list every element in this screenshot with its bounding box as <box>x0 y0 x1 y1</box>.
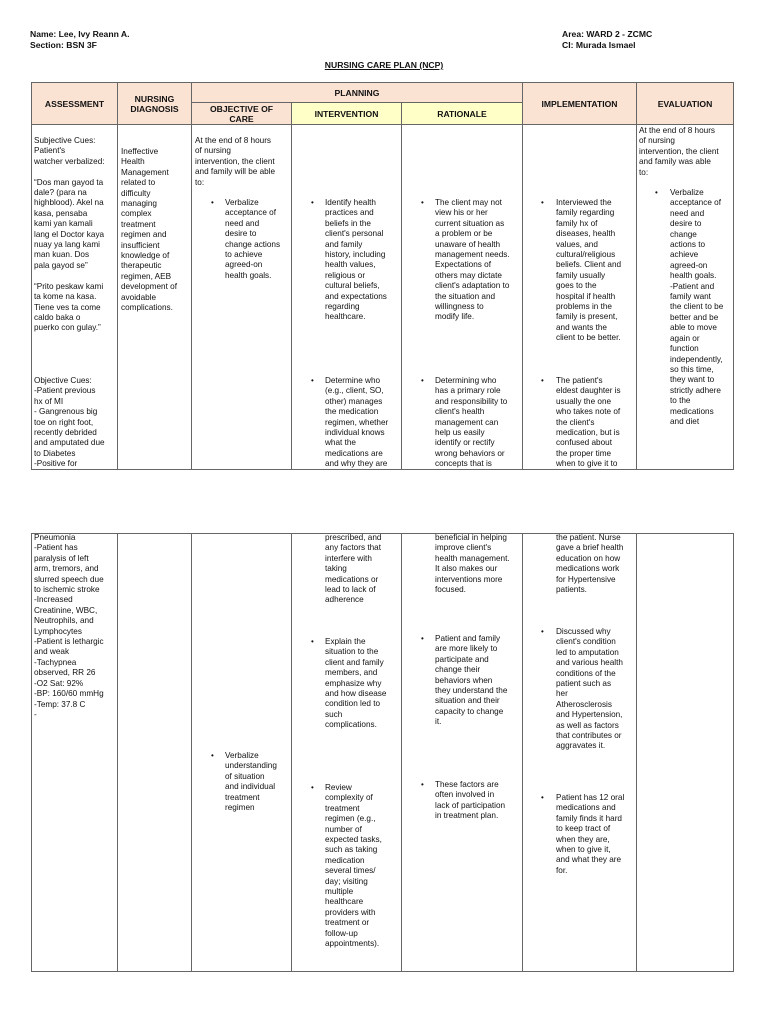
implementation-2-continued: the patient. Nurse gave a brief health education on how medications work for Hypertensive patients. <box>556 533 624 595</box>
bullet-icon: • <box>211 751 214 760</box>
bullet-icon: • <box>311 637 314 646</box>
header-implementation: IMPLEMENTATION <box>522 82 637 125</box>
bullet-icon: • <box>541 793 544 802</box>
nursing-diagnosis-text: Ineffective Health Management related to difficulty managing complex treatment regimen and insufficient knowledge of therapeutic regimen, AEB development of avoidable complications. <box>121 147 177 313</box>
rationale-1: The client may not view his or her current situation as a problem or be unaware of health management needs. Expectations of others may dictate client's adaptation to the situation and willingness to modify life. <box>435 198 510 322</box>
intervention-2-continued: prescribed, and any factors that interfere with taking medications or lead to lack of adherence <box>325 533 382 605</box>
bullet-icon: • <box>541 198 544 207</box>
bullet-icon: • <box>541 627 544 636</box>
bullet-icon: • <box>311 783 314 792</box>
implementation-4: Patient has 12 oral medications and family finds it hard to keep tract of when they are, when to give it, and what they are for. <box>556 793 625 875</box>
header-nursing-diagnosis: NURSING DIAGNOSIS <box>117 82 192 125</box>
bullet-icon: • <box>311 376 314 385</box>
evaluation-intro: At the end of 8 hours of nursing intervention, the client and family was able to: <box>639 126 719 177</box>
cell-rationale-p2 <box>401 533 523 972</box>
bullet-icon: • <box>311 198 314 207</box>
implementation-1: Interviewed the family regarding family hx of diseases, health values, and cultural/religious beliefs. Client and family usually goes to the hospital if health problems in the family is present, and wants the client to be better. <box>556 198 622 343</box>
document-title: NURSING CARE PLAN (NCP) <box>324 60 444 70</box>
bullet-icon: • <box>421 198 424 207</box>
cell-implementation-p2 <box>522 533 637 972</box>
student-name: Name: Lee, Ivy Reann A. <box>30 29 130 39</box>
header-objective-of-care: OBJECTIVE OF CARE <box>191 102 292 125</box>
assessment-subjective-cues: Subjective Cues: Patient's watcher verbalized: “Dos man gayod ta dale? (para na highblood). Akel na kasa, pensaba kami yan kamali lang el Doctor kaya nuay ya lang kami man kuan. Dos pala gayod se” “Prito peskaw kami ta kome na kasa. Tiene ves ta come caldo baka o puerko con gulay.” <box>34 136 105 333</box>
bullet-icon: • <box>421 634 424 643</box>
objective-goal-2: Verbalize understanding of situation and individual treatment regimen <box>225 751 277 813</box>
bullet-icon: • <box>421 376 424 385</box>
header-intervention: INTERVENTION <box>291 102 402 125</box>
header-rationale: RATIONALE <box>401 102 523 125</box>
implementation-2: The patient's eldest daughter is usually the one who takes note of the client's medication, but is confused about the proper time when to give it to <box>556 376 621 469</box>
rationale-2: Determining who has a primary role and responsibility to client's health management can help us easily identify or rectify wrong behaviors or concepts that is <box>435 376 508 469</box>
bullet-icon: • <box>211 198 214 207</box>
intervention-2: Determine who (e.g., client, SO, other) manages the medication regimen, whether individual knows what the medications are and why they are <box>325 376 389 469</box>
bullet-icon: • <box>421 780 424 789</box>
objective-goal-1: Verbalize acceptance of need and desire to change actions to achieve agreed-on health goals. <box>225 198 281 280</box>
rationale-4: These factors are often involved in lack of participation in treatment plan. <box>435 780 506 821</box>
bullet-icon: • <box>541 376 544 385</box>
rationale-2-continued: beneficial in helping improve client's health management. It also makes our interventions more focused. <box>435 533 510 595</box>
rationale-3: Patient and family are more likely to participate and change their behaviors when they understand the situation and their capacity to change it. <box>435 634 508 727</box>
assessment-objective-cues-continued: Pneumonia -Patient has paralysis of left arm, tremors, and slurred speech due to ischemic stroke -Increased Creatinine, WBC, Neutrophils, and Lymphocytes -Patient is lethargic and weak -Tachypnea observed, RR 26 -O2 Sat: 92% -BP: 160/60 mmHg -Temp: 37.8 C - <box>34 533 104 719</box>
intervention-3: Explain the situation to the client and family members, and emphasize why and how disease condition led to such complications. <box>325 637 387 730</box>
student-section: Section: BSN 3F <box>30 40 97 50</box>
implementation-3: Discussed why client's condition led to amputation and various health conditions of the patient such as her Atherosclerosis and Hypertension, as well as factors that contributes or aggravates it. <box>556 627 623 751</box>
clinical-instructor: CI: Murada Ismael <box>562 40 636 50</box>
evaluation-outcome-1: Verbalize acceptance of need and desire to change actions to achieve agreed-on health goals. -Patient and family want the client to be better and be able to move again or function independently, so this time, they want to strictly adhere to the medications and diet <box>670 188 724 426</box>
bullet-icon: • <box>655 188 658 197</box>
header-assessment: ASSESSMENT <box>31 82 118 125</box>
header-evaluation: EVALUATION <box>636 82 734 125</box>
assessment-objective-cues: Objective Cues: -Patient previous hx of MI - Gangrenous big toe on right foot, recently debrided and amputated due to Diabetes -Positive for <box>34 376 105 469</box>
cell-evaluation-p2 <box>636 533 734 972</box>
clinical-area: Area: WARD 2 - ZCMC <box>562 29 653 39</box>
header-planning: PLANNING <box>191 82 523 103</box>
cell-diagnosis-p2 <box>117 533 192 972</box>
objective-intro: At the end of 8 hours of nursing intervention, the client and family will be able to: <box>195 136 276 187</box>
intervention-4: Review complexity of treatment regimen (e.g., number of expected tasks, such as taking medication several times/ day; visiting multiple healthcare providers with treatment or follow-up appointments). <box>325 783 382 949</box>
intervention-1: Identify health practices and beliefs in the client's personal and family history, including health values, religious or cultural beliefs, and expectations regarding healthcare. <box>325 198 387 322</box>
